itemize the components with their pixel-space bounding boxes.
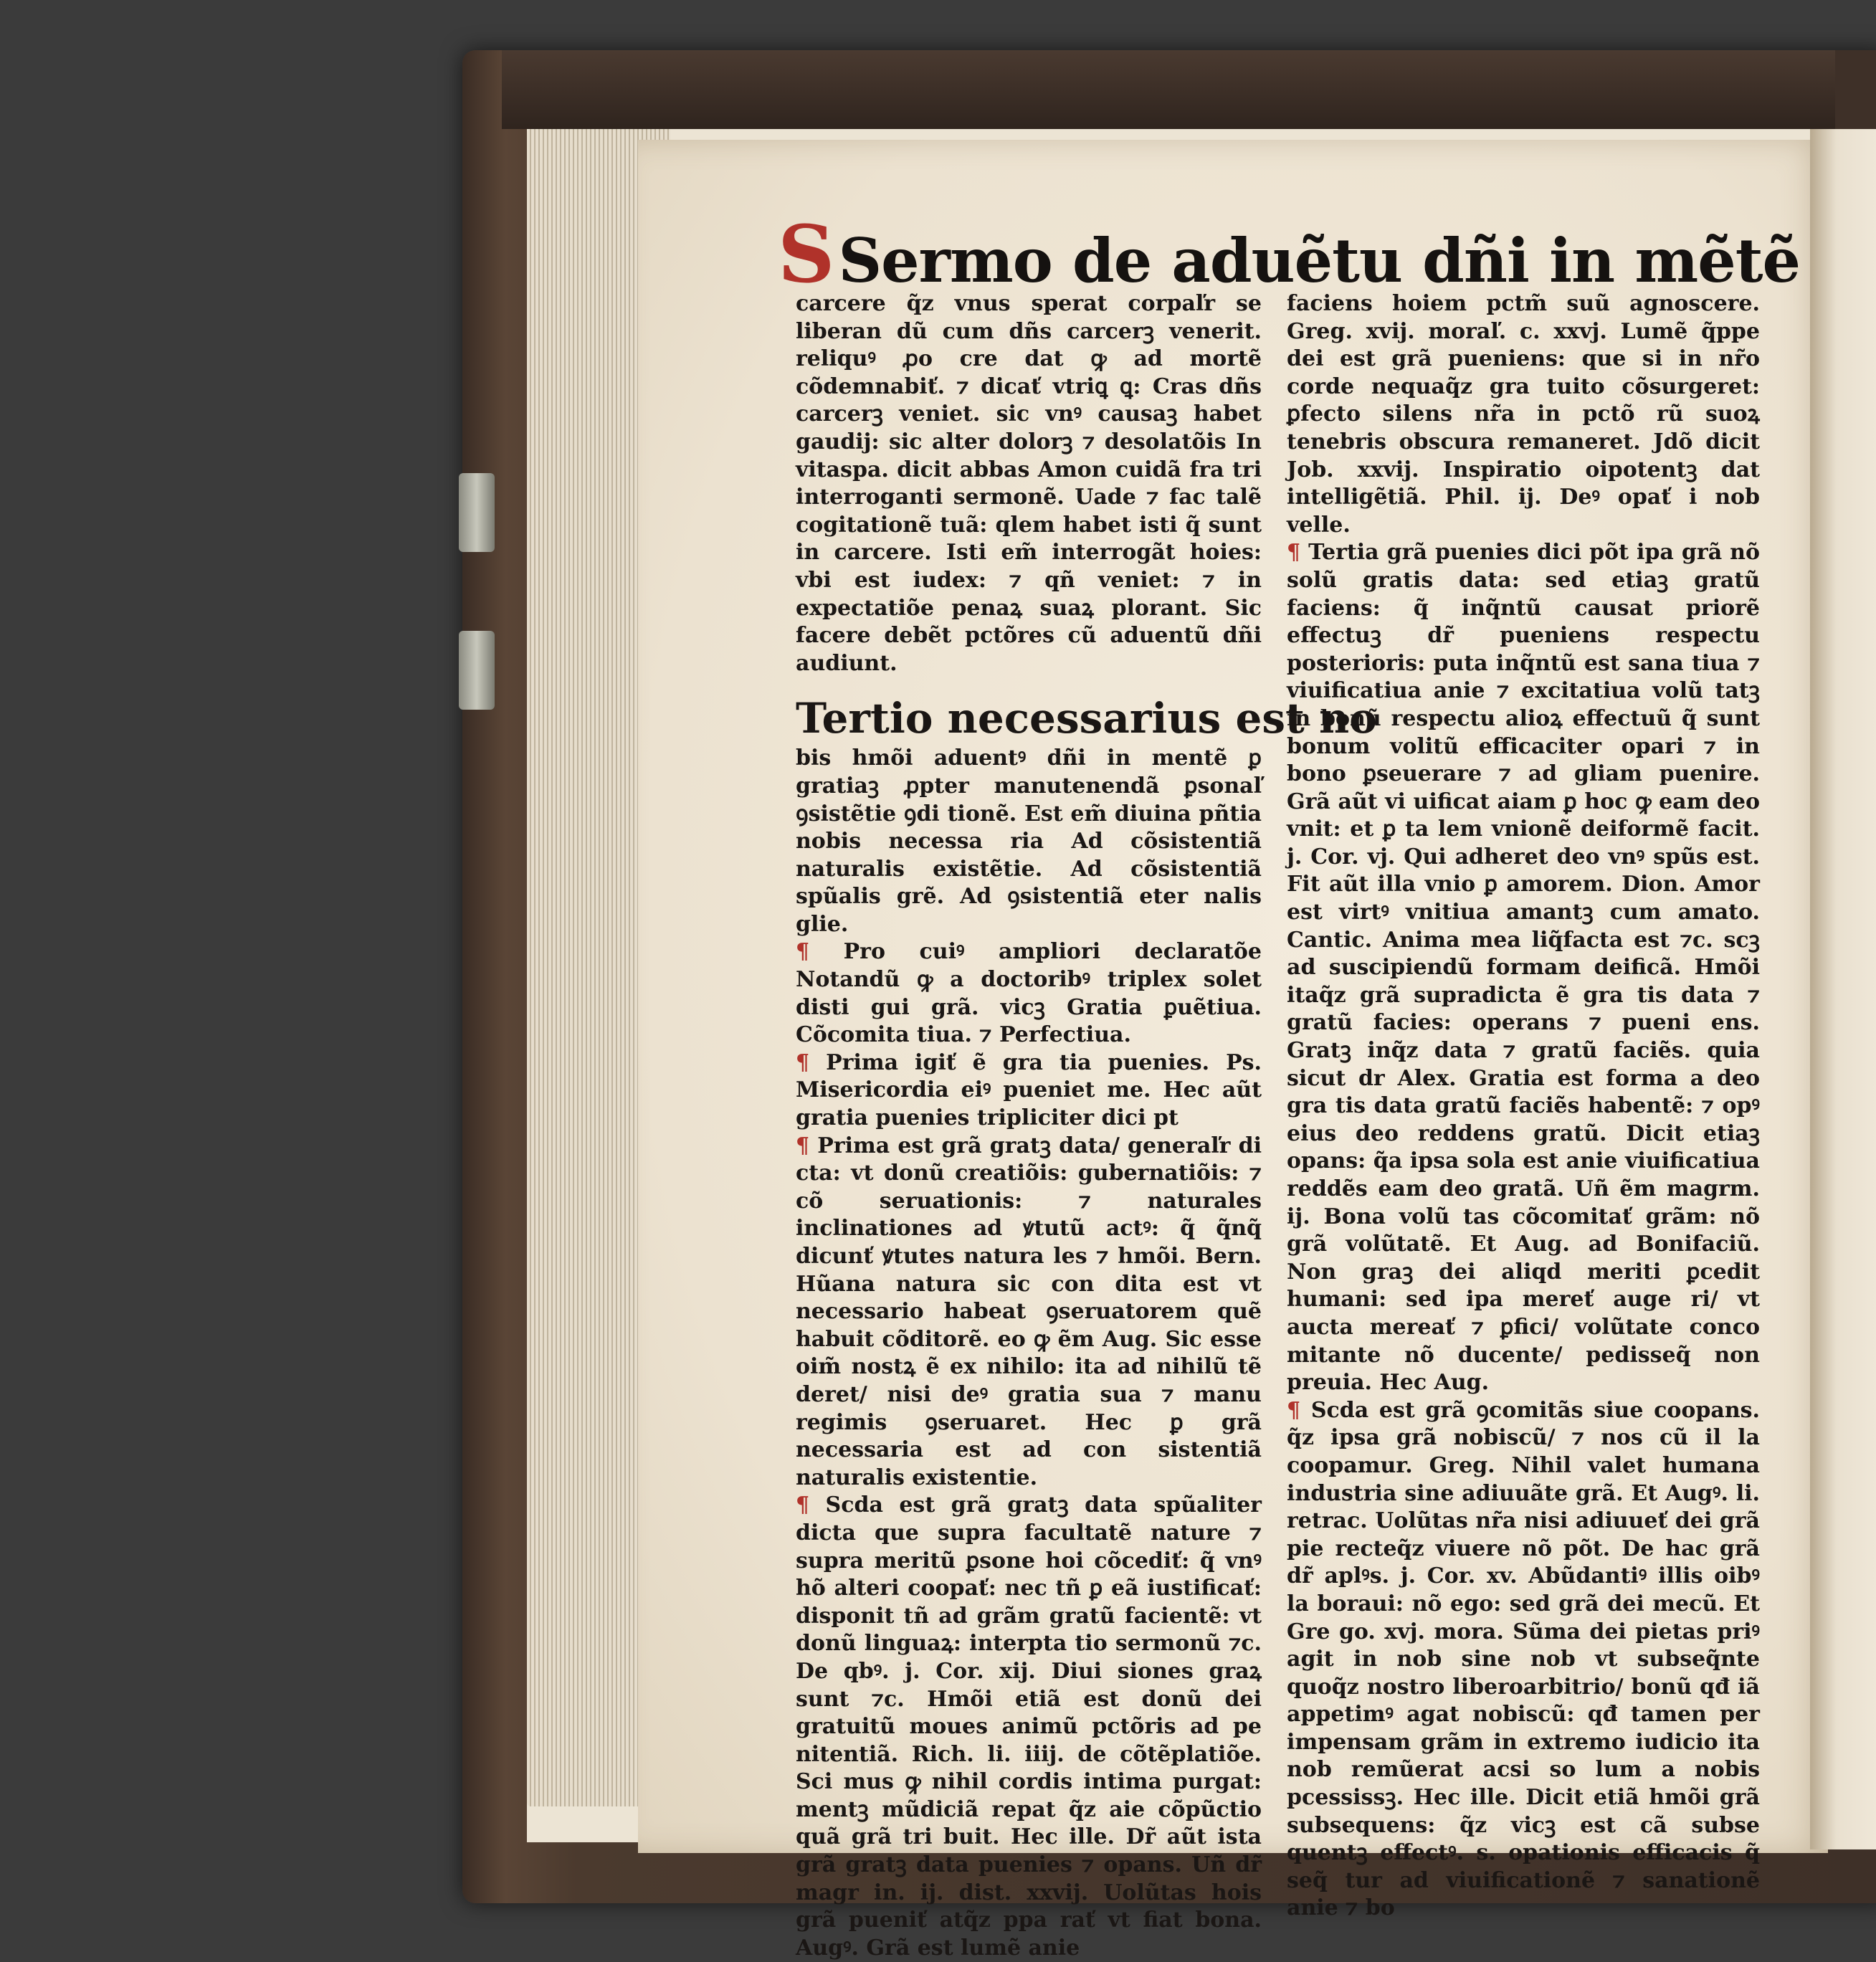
left-paragraph-6-text: Scda est grã gratꝫ data spũaliter dicta que supra facultatẽ nature ⁊ supra meritũ ꝑsone hoi cõcediť: q̃ vnꝰ hõ alteri coopať: nec tñ ꝑ eã iustificať: disponit tñ ad grãm gratũ facientẽ: vt donũ linguaꝝ: interpta tio sermonũ ⁊c. De qbꝰ. j. Cor. xij. Diui siones graꝝ sunt ⁊c. Hmõi etiã est donũ dei gratuitũ moues animũ pctõris ad pe nitentiã. Rich. li. iiij. de cõtẽplatiõe. Sci mus ꝙ nihil cordis intima purgat: mentꝫ mũdiciã repat q̃z aie cõpũctio quã grã tri buit. Hec ille. Dr̃ aũt ista grã gratꝫ data puenies ⁊ opans. Uñ dr̃ magr in. ij. dist. xxvij. Uolũtas hois grã pueniť atq̃z ppa rať vt fiat bona. Augꝰ. Grã est lumẽ anie [796,1492,1262,1961]
pilcrow-icon: ¶ [796,1049,810,1075]
pilcrow-icon: ¶ [1287,1397,1301,1423]
headline-rubric-initial: S [778,208,834,300]
headline-text: Sermo de aduẽtu dñi in mẽtẽ [838,225,1800,296]
right-paragraph-3 [1287,1397,1760,1923]
clasp-icon [459,631,495,710]
section-heading: Tertio necessarius est no [796,694,1377,743]
book-binding-top-edge [502,50,1835,129]
clasp-icon [459,473,495,552]
left-paragraph-4 [796,1049,1262,1133]
left-paragraph-2: bis hmõi aduentꝰ dñi in mentẽ ꝑ gratiaꝫ ꝓpter manutenendã ꝑsonaľ ꝯsistẽtie ꝯdi tionẽ. Est em̃ diuina pñtia nobis necessa ria Ad cõsistentiã naturalis existẽtie. Ad cõsistentiã spũalis grẽ. Ad ꝯsistentiã eter nalis glie. [796,746,1262,937]
pilcrow-icon: ¶ [1287,540,1301,566]
right-paragraph-1: faciens hoiem pctm̃ suũ agnoscere. Greg. xvij. moraľ. c. xxvj. Lumẽ q̃ppe dei est grã pueniens: que si in nr̃o corde nequaq̃z gra tuito cõsurgeret: ꝑfecto silens nr̃a in pctõ rũ suoꝝ tenebris obscura remaneret. Jdõ dicit Job. xxvij. Inspiratio oipotentꝫ dat intelligẽtiã. Phil. ij. Deꝰ opať i nob velle. [1287,291,1760,538]
pilcrow-icon: ¶ [796,1133,810,1158]
left-paragraph-1: carcere q̃z vnus sperat corpaľr se liberan dũ cum dñs carcerꝫ venerit. reliquꝰ ꝓo cre dat ꝙ ad mortẽ cõdemnabiť. ⁊ dicať vtriꝗ ꝗ: Cras dñs carcerꝫ veniet. sic vnꝰ causaꝫ habet gaudij: sic alter dolorꝫ ⁊ desolatõis In vitaspa. dicit abbas Amon cuidã fra tri interroganti sermonẽ. Uade ⁊ fac talẽ cogitationẽ tuã: qlem habet isti q̃ sunt in carcere. Isti em̃ interrogãt hoies: vbi est iudex: ⁊ qñ veniet: ⁊ in expectatiõe penaꝝ suaꝝ plorant. Sic facere debẽt pctõres cũ aduentũ dñi audiunt. [796,291,1262,676]
right-paragraph-2-text: Tertia grã puenies dici põt ipa grã nõ solũ gratis data: sed etiaꝫ gratũ faciens: q̃ inq̃ntũ causat priorẽ effectuꝫ dr̃ pueniens respectu posterioris: puta inq̃ntũ est sana tiua ⁊ viuificatiua anie ⁊ excitatiua volũ tatꝫ in bonũ respectu alioꝝ effectuũ q̃ sunt bonum volitũ efficaciter opari ⁊ in bono ꝑseuerare ⁊ ad gliam puenire. Grã aũt vi uificat aiam ꝑ hoc ꝙ eam deo vnit: et ꝑ ta lem vnionẽ deiformẽ facit. j. Cor. vj. Qui adheret deo vnꝰ spũs est. Fit aũt illa vnio ꝑ amorem. Dion. Amor est virtꝰ vnitiua amantꝫ cum amato. Cantic. Anima mea liq̃facta est ⁊c. scꝫ ad suscipiendũ formam deificã. Hmõi itaq̃z grã supradicta ẽ gra tis data ⁊ gratũ facies: operans ⁊ pueni ens. Gratꝫ inq̃z data ⁊ gratũ faciẽs. quia sicut dr Alex. Gratia est forma a deo gra tis data gratũ faciẽs habentẽ: ⁊ opꝰ eius deo reddens gratũ. Dicit etiaꝫ opans: q̃a ipsa sola est anie viuificatiua reddẽs eam deo gratã. Uñ ẽm magrm. ij. Bona volũ tas cõcomitať grãm: nõ grã volũtatẽ. Et Aug. ad Bonifaciũ. Non graꝫ dei aliqd meriti ꝑcedit humani: sed ipa mereť auge ri/ vt aucta mereať ⁊ ꝑfici/ volũtate conco mitante nõ ducente/ pedisseq̃ non preuia. Hec Aug. [1287,540,1760,1396]
right-column [1287,290,1760,1923]
pilcrow-icon: ¶ [796,1492,810,1518]
left-paragraph-5 [796,1133,1262,1492]
left-paragraph-3 [796,938,1262,1049]
left-paragraph-3-text: Pro cuiꝰ ampliori declaratõe Notandũ ꝙ a doctoribꝰ triplex solet disti gui grã. vicꝫ Gratia ꝑuẽtiua. Cõcomita tiua. ⁊ Perfectiua. [796,939,1262,1048]
right-paragraph-3-text: Scda est grã ꝯcomitãs siue coopans. q̃z ipsa grã nobiscũ/ ⁊ nos cũ il la coopamur. Greg. Nihil valet humana industria sine adiuuãte grã. Et Augꝰ. li. retrac. Uolũtas nr̃a nisi adiuueť dei grã pie recteq̃z viuere nõ põt. De hac grã dr̃ aplꝰs. j. Cor. xv. Abũdantiꝰ illis oibꝰ la boraui: nõ ego: sed grã dei mecũ. Et Gre go. xvj. mora. Sũma dei pietas priꝰ agit in nob sine nob vt subseq̃nte quoq̃z nostro liberoarbitrio/ bonũ qđ iã appetimꝰ agat nobiscũ: qđ tamen per impensam grãm in extremo iudicio ita nob remũerat acsi so lum a nobis pcessissꝫ. Hec ille. Dicit etiã hmõi grã subsequens: q̃z vicꝫ est cã subse quentꝫ effectꝰ. s. opationis efficacis q̃ seq̃ tur ad viuificationẽ ⁊ sanationẽ anie ⁊ bo [1287,1397,1760,1921]
left-paragraph-6 [796,1492,1262,1962]
left-column [796,290,1377,1962]
book-gutter [1810,129,1876,1849]
left-paragraph-5-text: Prima est grã gratꝫ data/ generaľr di cta: vt donũ creatiõis: gubernatiõis: ⁊ cõ seruationis: ⁊ naturales inclinationes ad ꝟtutũ actꝰ: q̃ q̃nq̃ dicunť ꝟtutes natura les ⁊ hmõi. Bern. Hũana natura sic con dita est vt necessario habeat ꝯseruatorem quẽ habuit cõditorẽ. eo ꝙ ẽm Aug. Sic esse oim̃ nostꝝ ẽ ex nihilo: ita ad nihilũ tẽ deret/ nisi deꝰ gratia sua ⁊ manu regimis ꝯseruaret. Hec ꝑ grã necessaria est ad con sistentiã naturalis existentie. [796,1133,1262,1490]
right-paragraph-2 [1287,539,1760,1396]
page-headline [778,208,1800,300]
left-paragraph-4-text: Prima igiť ẽ gra tia puenies. Ps. Misericordia eiꝰ pueniet me. Hec aũt gratia puenies tripliciter dici pt [796,1049,1262,1131]
pilcrow-icon: ¶ [796,939,810,965]
